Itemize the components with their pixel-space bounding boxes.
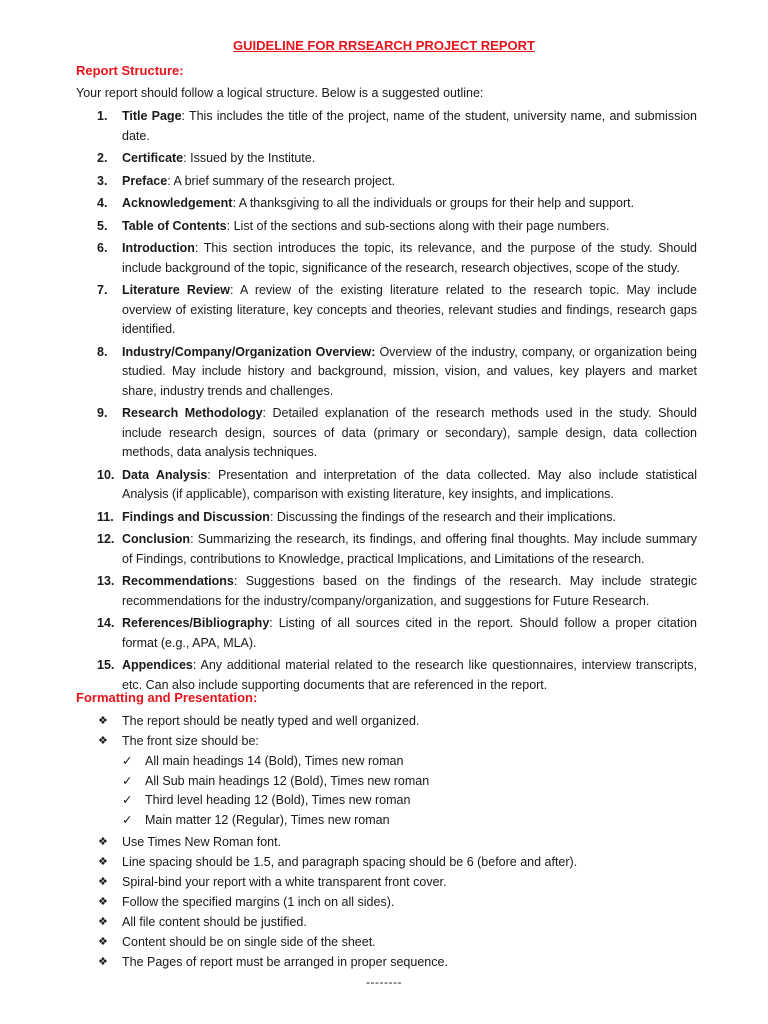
item-term: Preface (122, 173, 168, 188)
item-term: Conclusion (122, 532, 191, 546)
document-title: GUIDELINE FOR RRSEARCH PROJECT REPORT (233, 38, 535, 53)
item-separator: : (183, 151, 191, 165)
item-term: Title Page (122, 109, 182, 123)
list-item (0, 811, 768, 831)
diamond-bullet-icon: ❖ (98, 916, 108, 928)
item-text: This section introduces the topic, its relevance, and the purpose of the study. Should include background of the topic, significance of the research, research objectives, scope of the study. (122, 241, 697, 275)
item-separator: : (167, 173, 174, 188)
report-structure-list (0, 107, 768, 698)
item-text: Any additional material related to the research like questionnaires, interview transcripts, etc. Can also include supporting documents that are referenced in the report. (122, 658, 697, 692)
list-item (0, 872, 768, 892)
list-item (0, 404, 697, 463)
item-separator: : (190, 532, 198, 546)
item-number: 4. (97, 196, 108, 210)
item-number: 5. (97, 218, 108, 233)
list-item (0, 530, 697, 569)
diamond-bullet-icon: ❖ (98, 936, 108, 948)
item-number: 9. (97, 406, 108, 420)
list-item (0, 107, 697, 146)
item-number: 1. (97, 109, 108, 123)
item-number: 2. (97, 151, 108, 165)
list-item-text: Follow the specified margins (1 inch on all sides). (122, 895, 395, 909)
diamond-bullet-icon: ❖ (98, 896, 108, 908)
item-text: Issued by the Institute. (190, 151, 316, 165)
diamond-bullet-icon: ❖ (98, 856, 108, 868)
list-item (0, 217, 697, 237)
list-item-text: The report should be neatly typed and well organized. (122, 714, 420, 728)
list-item (0, 731, 768, 751)
item-number: 7. (97, 283, 108, 297)
list-item (0, 932, 768, 952)
list-item-text: The Pages of report must be arranged in proper sequence. (122, 955, 448, 969)
item-separator: : (269, 616, 279, 630)
list-item (0, 172, 697, 192)
item-term: Acknowledgement (122, 196, 233, 210)
list-item-text: Main matter 12 (Regular), Times new roman (145, 812, 390, 827)
intro-text: Your report should follow a logical structure. Below is a suggested outline: (76, 86, 484, 100)
item-text: A review of the existing literature related to the research topic. May include overview of existing literature, key concepts and theories, relevant studies and findings, research gaps identified. (122, 283, 697, 336)
list-item (0, 572, 697, 611)
item-number: 10. (97, 467, 115, 482)
list-item (0, 892, 768, 912)
list-item-text: Use Times New Roman font. (122, 835, 282, 849)
item-term: Recommendations (122, 574, 234, 588)
list-item-text: All file content should be justified. (122, 915, 307, 929)
font-size-sublist (0, 752, 768, 830)
list-item (0, 752, 768, 772)
item-term: Industry/Company/Organization Overview: (122, 344, 376, 359)
item-term: Certificate (122, 151, 184, 165)
formatting-list-continued (0, 832, 768, 972)
list-item-text: Line spacing should be 1.5, and paragraph spacing should be 6 (before and after). (122, 855, 578, 869)
list-item-text: Content should be on single side of the sheet. (122, 935, 376, 949)
list-item (0, 772, 768, 792)
item-term: References/Bibliography (122, 616, 270, 630)
item-number: 11. (97, 509, 114, 524)
item-separator: : (233, 574, 246, 588)
item-separator: : (262, 406, 273, 420)
item-text: Summarizing the research, its findings, and offering final thoughts. May include summary of Findings, contributions to Knowledge, practical Implications, and Limitations of the research. (122, 532, 697, 566)
formatting-heading: Formatting and Presentation: (76, 690, 258, 705)
diamond-bullet-icon: ❖ (98, 956, 108, 968)
item-number: 8. (97, 344, 108, 359)
list-item (0, 952, 768, 972)
list-item-text: The front size should be: (122, 734, 259, 748)
item-separator: : (269, 509, 277, 524)
diamond-bullet-icon: ❖ (98, 836, 108, 848)
item-text: This includes the title of the project, name of the student, university name, and submission date. (122, 109, 697, 143)
checkmark-icon: ✓ (122, 812, 133, 827)
item-term: Appendices (122, 658, 193, 672)
list-item (0, 149, 697, 169)
item-separator: : (229, 283, 240, 297)
item-text: Suggestions based on the findings of the research. May include strategic recommendations for the industry/company/organization, and suggestions for Future Research. (122, 574, 697, 608)
item-text: List of the sections and sub-sections along with their page numbers. (233, 218, 610, 233)
item-term: Table of Contents (122, 218, 227, 233)
item-number: 12. (97, 532, 115, 546)
diamond-bullet-icon: ❖ (98, 735, 108, 747)
item-separator: : (232, 196, 239, 210)
list-item (0, 912, 768, 932)
item-separator: : (194, 241, 204, 255)
item-text: Detailed explanation of the research methods used in the study. Should include research design, sources of data (primary or secondary), sample design, data collection methods, data analysis techniques. (122, 406, 697, 459)
list-item (0, 832, 768, 852)
item-term: Data Analysis (122, 467, 208, 482)
list-item-text: Third level heading 12 (Bold), Times new roman (145, 793, 411, 807)
item-term: Introduction (122, 241, 195, 255)
checkmark-icon: ✓ (122, 793, 133, 807)
item-term: Literature Review (122, 283, 230, 297)
item-number: 6. (97, 241, 108, 255)
item-text: A thanksgiving to all the individuals or groups for their help and support. (238, 196, 635, 210)
item-number: 13. (97, 574, 115, 588)
report-structure-heading: Report Structure: (76, 63, 184, 78)
diamond-bullet-icon: ❖ (98, 876, 108, 888)
item-number: 14. (97, 616, 115, 630)
item-text: A brief summary of the research project. (173, 173, 396, 188)
item-separator: : (207, 467, 219, 482)
end-mark: -------- (366, 975, 402, 989)
list-item (0, 239, 697, 278)
list-item (0, 852, 768, 872)
item-separator: : (181, 109, 189, 123)
item-term: Research Methodology (122, 406, 263, 420)
item-separator: : (226, 218, 234, 233)
list-item-text: All Sub main headings 12 (Bold), Times new roman (145, 773, 430, 788)
list-item (0, 508, 697, 528)
list-item-text: All main headings 14 (Bold), Times new roman (145, 754, 404, 768)
list-item (0, 194, 697, 214)
item-text: Discussing the findings of the research and their implications. (276, 509, 616, 524)
item-text: Overview of the industry, company, or organization being studied. May include history and background, mission, vision, and values, key players and market share, industry trends and challenges. (122, 344, 698, 398)
item-text: Listing of all sources cited in the report. Should follow a proper citation format (e.g., APA, MLA). (122, 616, 697, 650)
list-item (0, 711, 768, 731)
list-item (0, 281, 697, 340)
item-number: 3. (97, 173, 108, 188)
checkmark-icon: ✓ (122, 754, 133, 768)
item-number: 15. (97, 658, 115, 672)
checkmark-icon: ✓ (122, 773, 133, 788)
item-term: Findings and Discussion (122, 509, 270, 524)
list-item (0, 614, 697, 653)
list-item (0, 343, 697, 402)
item-separator: : (192, 658, 201, 672)
list-item-text: Spiral-bind your report with a white transparent front cover. (122, 875, 447, 889)
diamond-bullet-icon: ❖ (98, 715, 108, 727)
list-item (0, 466, 697, 505)
item-text: Presentation and interpretation of the data collected. May also include statistical Analysis (if applicable), comparison with existing literature, key insights, and implications. (122, 467, 697, 501)
formatting-list (0, 711, 768, 751)
list-item (0, 791, 768, 811)
